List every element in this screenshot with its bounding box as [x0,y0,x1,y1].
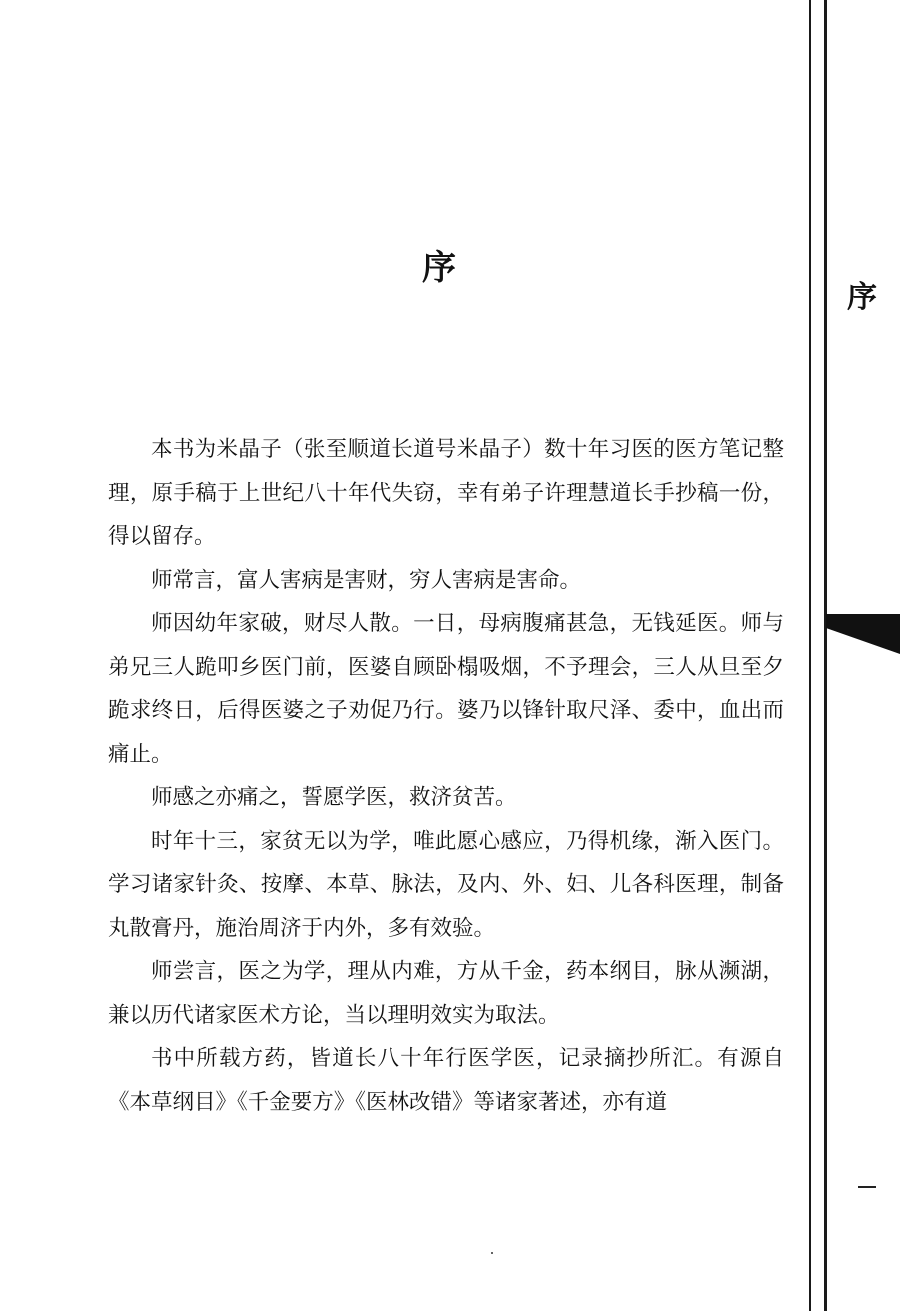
paragraph-7: 书中所载方药，皆道长八十年行医学医，记录摘抄所汇。有源自《本草纲目》《千金要方》《医林改错》等诸家著述，亦有道 [108,1046,784,1115]
body-text [108,428,784,1124]
adjacent-page-title: 序 [847,280,877,315]
paragraph-2: 师常言，富人害病是害财，穷人害病是害命。 [151,567,582,593]
speck-mark [491,1252,493,1254]
paragraph-3: 师因幼年家破，财尽人散。一日，母病腹痛甚急，无钱延医。师与弟兄三人跪叩乡医门前，医婆自顾卧榻吸烟，不予理会，三人从旦至夕跪求终日，后得医婆之子劝促乃行。婆乃以锋针取尺泽、委中，血出而痛止。 [108,611,784,767]
page-title: 序 [422,248,458,288]
paragraph-4: 师感之亦痛之，誓愿学医，救济贫苦。 [151,785,517,810]
paragraph-6: 师尝言，医之为学，理从内难，方从千金，药本纲目，脉从濒湖，兼以历代诸家医术方论，当以理明效实为取法。 [108,959,784,1028]
adjacent-page-dash [858,1186,876,1188]
adjacent-page-tab-mark [826,610,900,656]
spine-line-left [809,0,811,1311]
paragraph-5: 时年十三，家贫无以为学，唯此愿心感应，乃得机缘，渐入医门。学习诸家针灸、按摩、本草、脉法，及内、外、妇、儿各科医理，制备丸散膏丹，施治周济于内外，多有效验。 [108,828,784,941]
paragraph-1: 本书为米晶子（张至顺道长道号米晶子）数十年习医的医方笔记整理，原手稿于上世纪八十年代失窃，幸有弟子许理慧道长手抄稿一份，得以留存。 [108,437,784,549]
